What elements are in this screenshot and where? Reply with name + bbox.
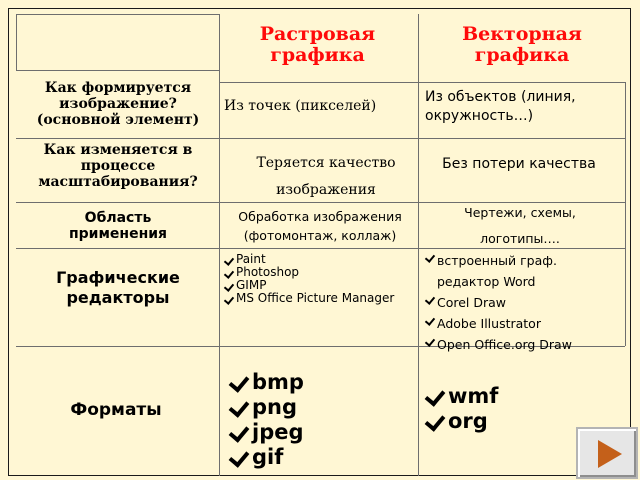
row-label-formation: Как формируется изображение? (основной элемент) bbox=[36, 80, 200, 128]
row-label-scaling: Как изменяется в процессе масштабирования? bbox=[38, 142, 198, 190]
list-item: Photoshop bbox=[225, 266, 415, 279]
formats-raster-list bbox=[230, 370, 410, 470]
divider-inner-right bbox=[625, 82, 626, 346]
header-vector: Векторная графика bbox=[462, 23, 582, 66]
row-label-application: Область применения bbox=[68, 210, 168, 242]
cell-formation-vector: Из объектов (линия, окружность…) bbox=[425, 89, 576, 124]
next-arrow-icon bbox=[598, 440, 622, 468]
list-item: Adobe Illustrator bbox=[426, 313, 622, 334]
list-item: Corel Draw bbox=[426, 292, 622, 313]
divider-col-2 bbox=[418, 14, 419, 476]
row-label-formats: Форматы bbox=[70, 400, 162, 420]
list-item: Open Office.org Draw bbox=[426, 334, 622, 355]
cell-application-vector: Чертежи, схемы, логотипы…. bbox=[464, 205, 576, 246]
divider-inner-top bbox=[16, 14, 219, 15]
cell-scaling-vector: Без потери качества bbox=[442, 156, 596, 172]
list-item: jpeg bbox=[230, 420, 410, 445]
list-item: png bbox=[230, 395, 410, 420]
divider-raster-header bbox=[220, 82, 625, 83]
list-item: встроенный граф. редактор Word bbox=[426, 250, 622, 292]
divider-row-2 bbox=[16, 138, 625, 139]
divider-inner-left bbox=[16, 14, 17, 70]
list-item: org bbox=[426, 409, 606, 434]
header-raster: Растровая графика bbox=[259, 23, 376, 66]
editors-raster-list bbox=[225, 253, 415, 305]
cell-formation-raster: Из точек (пикселей) bbox=[224, 98, 377, 114]
list-item: Paint bbox=[225, 253, 415, 266]
cell-scaling-raster: Теряется качество изображения bbox=[256, 155, 396, 198]
list-item: gif bbox=[230, 445, 410, 470]
divider-col-1 bbox=[219, 14, 220, 476]
next-slide-button[interactable] bbox=[576, 427, 638, 479]
cell-application-raster: Обработка изображения (фотомонтаж, коллаж) bbox=[238, 209, 402, 243]
list-item: wmf bbox=[426, 384, 606, 409]
editors-vector-list bbox=[426, 250, 622, 355]
row-label-editors: Графические редакторы bbox=[56, 268, 180, 307]
list-item: GIMP bbox=[225, 279, 415, 292]
list-item: bmp bbox=[230, 370, 410, 395]
divider-row-1 bbox=[16, 70, 219, 71]
list-item: MS Office Picture Manager bbox=[225, 292, 415, 305]
